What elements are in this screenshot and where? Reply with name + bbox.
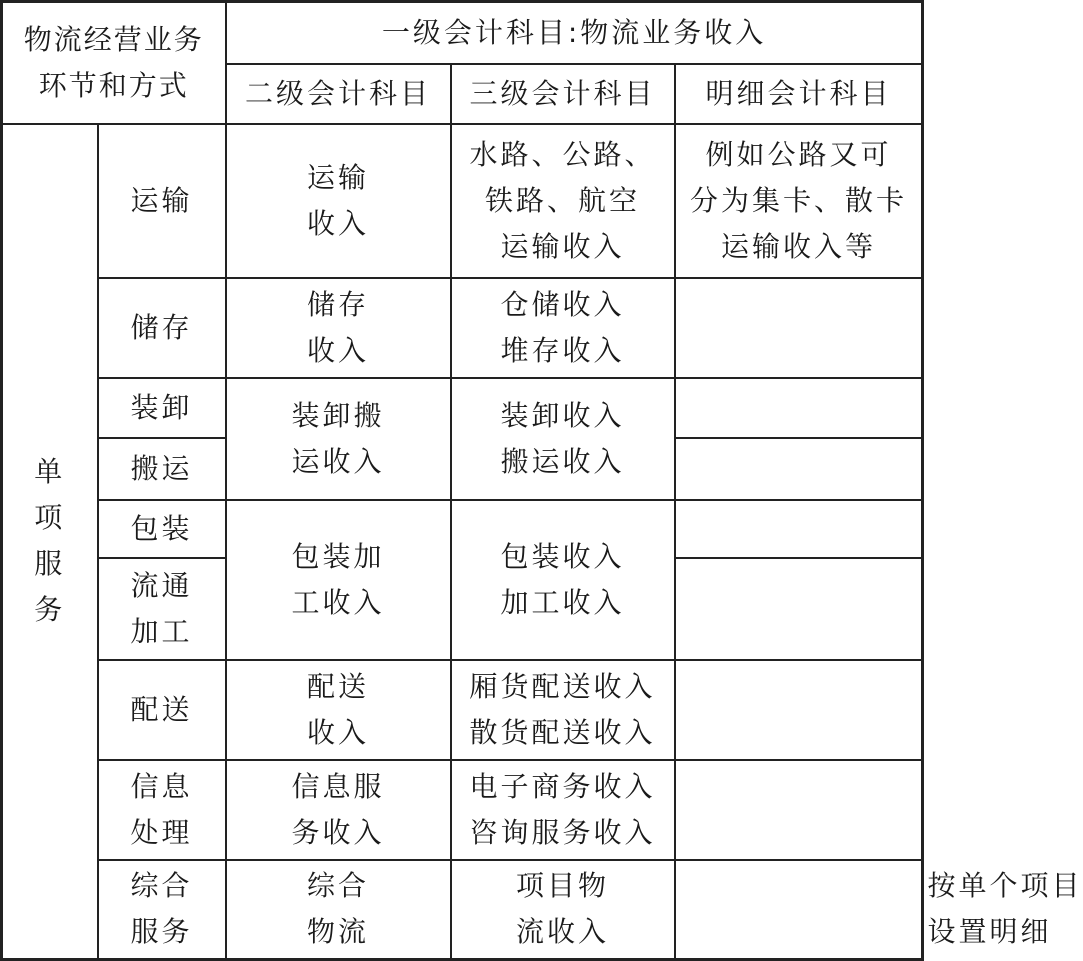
detail-cell-processing <box>675 558 923 660</box>
level2-cell-packaging <box>226 500 451 660</box>
level2-integrated-line-2: 流收入 <box>516 915 610 949</box>
accounting-subjects-table: 物流经营业务 环节和方式 一级会计科目:物流业务收入 二级会计科目 三级会计科目 明细会计科目 单 项 服 务 运输 运输 收入 水路、公路、 铁路、航空 运输收入 例如公路又可 分为集卡、散卡 运输收入等 储存 储存 收入 仓储收入 堆存收入 装卸 装卸搬 运收入 装卸收入 搬运收入 搬运 包装 包装加 工收入 包装收入 加工收入 流通 加工 配送 配送 收入 厢货配送收入 散货配送收入 信息 处理 信息服 务收入 电子商务收入 咨询服务收入 综合 服务 综合 物流 项目物 流收入 按单个项目 设置明细 <box>0 0 924 961</box>
level2-storage-line-2: 收入 <box>307 333 370 367</box>
level3-transport-line-1: 水路、公路、 <box>469 137 656 171</box>
level3-transport-line-3: 运输收入 <box>500 229 625 263</box>
level3-information-line-2: 咨询服务收入 <box>469 815 656 849</box>
group-combined-line-2: 服务 <box>130 915 193 949</box>
level3-distribution-line-2: 散货配送收入 <box>469 715 656 749</box>
level3-transport-line-2: 铁路、航空 <box>485 183 641 217</box>
detail-header-label: 明细会计科目 <box>705 76 892 110</box>
group-combined-line-1: 综合 <box>130 869 193 903</box>
level3-distribution-line-1: 厢货配送收入 <box>469 669 656 703</box>
level2-distribution-line-2: 收入 <box>307 715 370 749</box>
level2-transport-line-1: 运输 <box>307 160 370 194</box>
detail-header-cell <box>675 64 923 124</box>
level2-packaging-line-1: 包装加 <box>291 539 385 573</box>
group-single-char-4: 务 <box>34 593 66 627</box>
level2-cell-storage <box>226 278 451 378</box>
corner-header-line-1: 物流经营业务 <box>23 22 204 56</box>
corner-header-line-2: 环节和方式 <box>38 68 189 102</box>
level3-cell-integrated <box>675 860 923 960</box>
level3-information-line-1: 电子商务收入 <box>469 769 656 803</box>
level3-header-cell <box>451 64 675 124</box>
stage-information-line-1: 信息 <box>130 769 193 803</box>
group-single-char-1: 单 <box>34 455 66 489</box>
detail-cell-transport <box>675 124 923 278</box>
level2-storage-line-1: 储存 <box>307 287 370 321</box>
stage-cell-transport <box>98 124 226 278</box>
stage-cell-packaging <box>98 500 226 558</box>
level3-cell-distribution <box>451 660 675 760</box>
level2-distribution-line-1: 配送 <box>307 669 370 703</box>
level2-cell-information <box>226 760 451 860</box>
level2-information-line-2: 务收入 <box>291 815 385 849</box>
level3-storage-line-1: 仓储收入 <box>500 287 625 321</box>
stage-label-handling: 搬运 <box>130 451 193 485</box>
stage-processing-line-1: 流通 <box>130 568 193 602</box>
group-combined-service-cell <box>98 860 226 960</box>
stage-cell-information <box>98 760 226 860</box>
level2-cell-integrated <box>451 860 675 960</box>
stage-processing-line-2: 加工 <box>130 614 193 648</box>
detail-cell-handling <box>675 438 923 500</box>
stage-information-line-2: 处理 <box>130 815 193 849</box>
group-single-char-3: 服 <box>34 547 66 581</box>
stage-label-storage: 储存 <box>130 310 193 344</box>
level3-cell-information <box>451 760 675 860</box>
stage-cell-handling <box>98 438 226 500</box>
level3-packaging-line-1: 包装收入 <box>500 539 625 573</box>
stage-label-distribution: 配送 <box>130 692 193 726</box>
stage-label-loading: 装卸 <box>130 390 193 424</box>
detail-cell-storage <box>675 278 923 378</box>
detail-transport-line-3: 运输收入等 <box>721 229 877 263</box>
level2-header-cell <box>226 64 451 124</box>
level2-cell-transport <box>226 124 451 278</box>
level2-loading-line-2: 运收入 <box>291 444 385 478</box>
stage-cell-distribution <box>98 660 226 760</box>
level2-cell-loading <box>226 378 451 500</box>
level3-cell-packaging <box>451 500 675 660</box>
detail-cell-distribution <box>675 660 923 760</box>
stage-cell-integrated <box>226 860 451 960</box>
level2-cell-distribution <box>226 660 451 760</box>
level2-packaging-line-2: 工收入 <box>291 585 385 619</box>
level3-cell-transport <box>451 124 675 278</box>
detail-transport-line-2: 分为集卡、散卡 <box>690 183 908 217</box>
level2-header-label: 二级会计科目 <box>245 76 432 110</box>
stage-label-packaging: 包装 <box>130 511 193 545</box>
group-single-char-2: 项 <box>34 501 66 535</box>
level3-storage-line-2: 堆存收入 <box>500 333 625 367</box>
level2-integrated-line-1: 项目物 <box>516 869 610 903</box>
level3-header-label: 三级会计科目 <box>469 76 656 110</box>
stage-integrated-line-2: 物流 <box>307 915 370 949</box>
level2-information-line-1: 信息服 <box>291 769 385 803</box>
detail-cell-information <box>675 760 923 860</box>
group-single-service-cell <box>2 124 98 960</box>
level3-cell-loading <box>451 378 675 500</box>
level2-transport-line-2: 收入 <box>307 206 370 240</box>
level3-loading-line-1: 装卸收入 <box>500 398 625 432</box>
level3-cell-storage <box>451 278 675 378</box>
stage-integrated-line-1: 综合 <box>307 869 370 903</box>
detail-transport-line-1: 例如公路又可 <box>705 137 892 171</box>
level2-loading-line-1: 装卸搬 <box>291 398 385 432</box>
stage-label-transport: 运输 <box>130 183 193 217</box>
level1-header-label: 一级会计科目:物流业务收入 <box>381 15 767 49</box>
corner-header-cell <box>2 2 226 124</box>
detail-cell-packaging <box>675 500 923 558</box>
detail-cell-loading <box>675 378 923 438</box>
stage-cell-storage <box>98 278 226 378</box>
level1-header-cell <box>226 2 923 64</box>
level3-loading-line-2: 搬运收入 <box>500 444 625 478</box>
stage-cell-loading <box>98 378 226 438</box>
level3-packaging-line-2: 加工收入 <box>500 585 625 619</box>
stage-cell-processing <box>98 558 226 660</box>
